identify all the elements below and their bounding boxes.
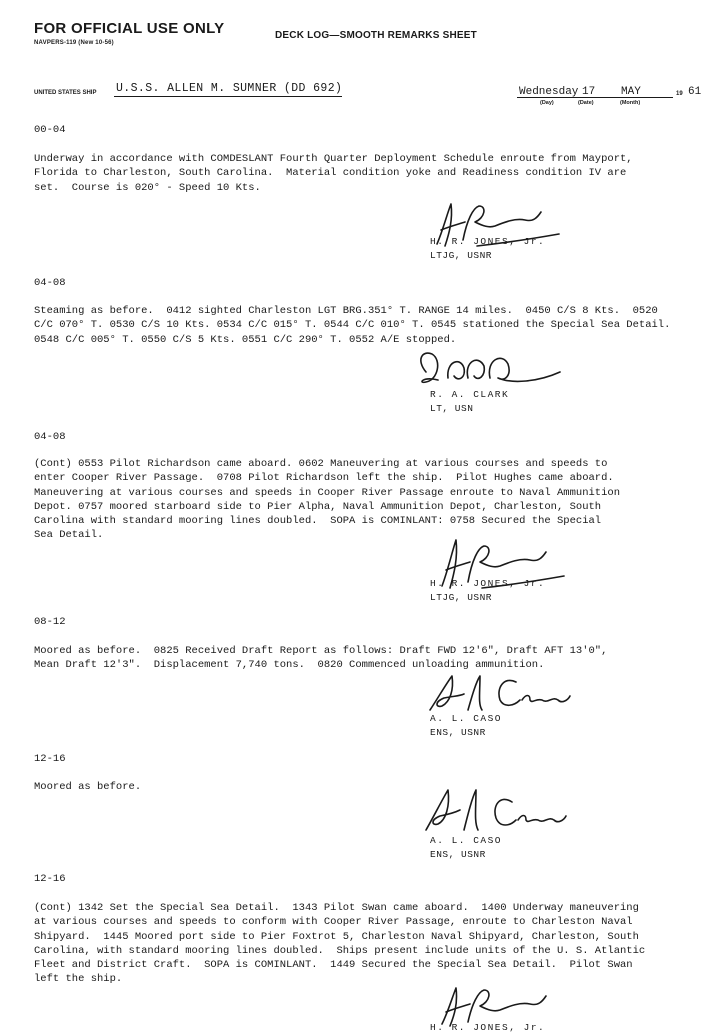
remark-line: Sea Detail. xyxy=(34,529,104,542)
remark-line: Fleet and District Craft. SOPA is COMINLANT. 1449 Secured the Special Sea Detail. Pilot Swan xyxy=(34,959,633,972)
remark-line: Depot. 0757 moored starboard side to Pier Alpha, Naval Ammunition Depot, Charleston, South xyxy=(34,500,602,513)
remark-line: set. Course is 020° - Speed 10 Kts. xyxy=(34,181,261,194)
entry-remarks xyxy=(34,457,714,543)
remark-line: Moored as before. xyxy=(34,781,142,793)
month-caption: (Month) xyxy=(620,100,641,106)
remark-line: Steaming as before. 0412 sighted Charleston LGT BRG.351° T. RANGE 14 miles. 0450 C/S 8 Kts. 0520 xyxy=(34,305,658,317)
entry-remarks xyxy=(34,901,714,987)
ship-name-underline xyxy=(114,96,342,97)
signature-name: H. R. JONES, Jr. xyxy=(430,1022,546,1033)
remark-line: Mean Draft 12'3". Displacement 7,740 tons. 0820 Commenced unloading ammunition. xyxy=(34,659,545,672)
remark-line: Carolina, with standard mooring lines doubled. Ships present include units of the U. S. Atlantic xyxy=(34,944,646,957)
remark-line: C/C 070° T. 0530 C/S 10 Kts. 0534 C/C 015° T. 0544 C/C 010° T. 0545 stationed the Special Sea Detail. xyxy=(34,319,671,332)
remark-line: Florida to Charleston, South Carolina. Material condition yoke and Readiness condition IV are xyxy=(34,167,627,180)
day-caption: (Day) xyxy=(540,100,554,106)
remark-line: left the ship. xyxy=(34,973,123,986)
signature-rank: LTJG, USNR xyxy=(430,250,493,261)
remark-line: Shipyard. 1445 Moored port side to Pier Foxtrot 5, Charleston Naval Shipyard, Charleston, South xyxy=(34,930,639,943)
signature-scrawl xyxy=(424,672,574,716)
watch-heading: 12-16 xyxy=(34,873,66,885)
remark-line: Maneuvering at various courses and speeds in Cooper River Passage enroute to Naval Ammunition xyxy=(34,486,620,499)
classification-marking: FOR OFFICIAL USE ONLY xyxy=(34,20,225,37)
signature-name: H. R. JONES, Jr. xyxy=(430,578,546,589)
remark-line: Moored as before. 0825 Received Draft Report as follows: Draft FWD 12'6", Draft AFT 13'0", xyxy=(34,645,608,657)
entry-remarks xyxy=(34,644,714,673)
entry-remarks xyxy=(34,780,714,794)
date-caption: (Date) xyxy=(578,100,594,106)
watch-heading: 04-08 xyxy=(34,431,66,443)
watch-heading: 12-16 xyxy=(34,753,66,765)
log-day: Wednesday xyxy=(519,86,579,98)
remark-line: (Cont) 0553 Pilot Richardson came aboard. 0602 Maneuvering at various courses and speeds to xyxy=(34,458,608,470)
year-prefix: 19 xyxy=(676,91,683,97)
signature-scrawl xyxy=(430,986,560,1026)
sheet-title: DECK LOG—SMOOTH REMARKS SHEET xyxy=(275,30,477,41)
signature-name: H. R. JONES, Jr. xyxy=(430,236,546,247)
ship-name: U.S.S. ALLEN M. SUMNER (DD 692) xyxy=(116,82,343,95)
signature-rank: ENS, USNR xyxy=(430,849,486,860)
watch-heading: 04-08 xyxy=(34,277,66,289)
remark-line: at various courses and speeds to conform with Cooper River Passage, enroute to Charleston Naval xyxy=(34,916,633,929)
remark-line: Carolina with standard mooring lines doubled. SOPA is COMINLANT: 0758 Secured the Special xyxy=(34,515,602,528)
remark-line: enter Cooper River Passage. 0708 Pilot Richardson left the ship. Pilot Hughes came aboard. xyxy=(34,472,614,485)
signature-scrawl xyxy=(420,784,570,836)
remark-line: Underway in accordance with COMDESLANT Fourth Quarter Deployment Schedule enroute from Mayport, xyxy=(34,153,633,165)
signature-rank: LTJG, USNR xyxy=(430,592,493,603)
watch-heading: 08-12 xyxy=(34,616,66,628)
signature-name: A. L. CASO xyxy=(430,835,503,846)
entry-remarks xyxy=(34,304,714,347)
signature-name: A. L. CASO xyxy=(430,713,503,724)
signature-rank: ENS, USNR xyxy=(430,727,486,738)
date-underline xyxy=(517,97,673,98)
signature-rank: LT, USN xyxy=(430,403,474,414)
form-number: NAVPERS-119 (New 10-56) xyxy=(34,40,114,46)
remark-line: (Cont) 1342 Set the Special Sea Detail. 1343 Pilot Swan came aboard. 1400 Underway maneuvering xyxy=(34,902,639,914)
remark-line: 0548 C/C 005° T. 0550 C/S 5 Kts. 0551 C/C 290° T. 0552 A/E stopped. xyxy=(34,333,457,346)
watch-heading: 00-04 xyxy=(34,124,66,136)
signature-name: R. A. CLARK xyxy=(430,389,510,400)
ship-label: UNITED STATES SHIP xyxy=(34,90,97,96)
log-year: 61 xyxy=(688,86,702,98)
entry-remarks xyxy=(34,152,714,195)
log-date: 17 xyxy=(582,86,596,98)
log-month: MAY xyxy=(621,86,641,98)
signature-scrawl xyxy=(408,348,568,392)
